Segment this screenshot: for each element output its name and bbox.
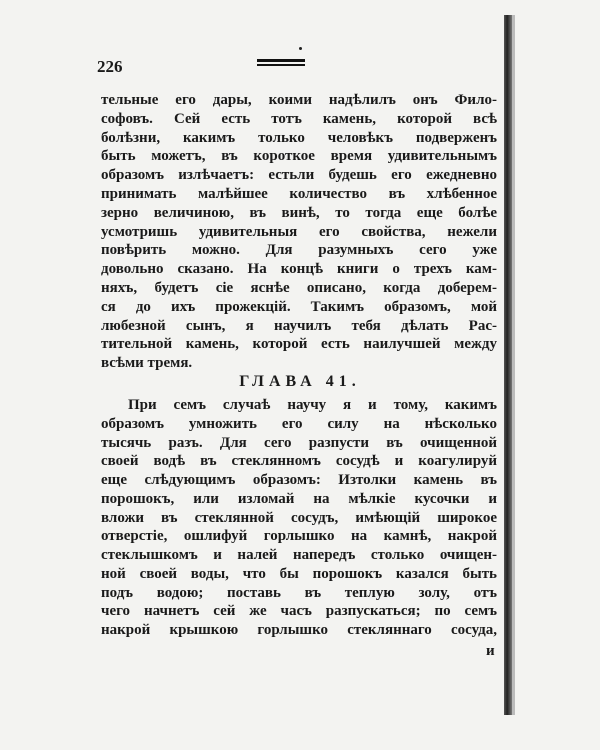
text-line: ся до ихъ прожекцій. Такимъ образомъ, мой — [101, 299, 497, 315]
text-line: тысячь разъ. Для сего разпусти въ очищенной — [101, 435, 497, 451]
text-line: ной своей воды, что бы порошокъ казался быть — [101, 566, 497, 582]
text-line: любезной сынъ, я научилъ тебя дѣлать Рас- — [101, 318, 497, 334]
text-line: софовъ. Сей есть тотъ камень, которой всѣ — [101, 111, 497, 127]
header-rule-lower — [257, 64, 305, 66]
text-line: подъ водою; поставь въ теплую золу, отъ — [101, 585, 497, 601]
text-line: зерно величиною, въ винѣ, то тогда еще болѣе — [101, 205, 497, 221]
header-rule — [257, 59, 305, 62]
text-line: При семъ случаѣ научу я и тому, какимъ — [128, 397, 497, 413]
text-line: тительной камень, которой есть наилучшей между — [101, 336, 497, 352]
book-spine-edge — [504, 15, 512, 715]
page-edge — [512, 15, 515, 715]
text-line: принимать малѣйшее количество въ хлѣбенное — [101, 186, 497, 202]
text-line: болѣзни, какимъ только человѣкъ подверженъ — [101, 130, 497, 146]
chapter-heading: ГЛАВА 41. — [239, 373, 361, 390]
text-line: всѣми тремя. — [101, 355, 193, 371]
text-line: усмотришь удивительныя его свойства, нежели — [101, 224, 497, 240]
text-line: отверстіе, ошлифуй горлышко на камнѣ, накрой — [101, 528, 497, 544]
text-line: своей водѣ въ стеклянномъ сосудѣ и коагулируй — [101, 453, 497, 469]
text-line: еще слѣдующимъ образомъ: Изтолки камень въ — [101, 472, 497, 488]
text-line: образомъ излѣчаетъ: естьли будешь его ежедневно — [101, 167, 497, 183]
text-line: няхъ, будетъ сіе яснѣе описано, когда доберем- — [101, 280, 497, 296]
page-number: 226 — [97, 57, 123, 76]
ornament-dot — [299, 47, 302, 50]
text-line: быть можетъ, въ короткое время удивительнымъ — [101, 148, 497, 164]
text-line: довольно сказано. На концѣ книги о трехъ кам- — [101, 261, 497, 277]
text-line: стеклышкомъ и налей напередъ столько очищен- — [101, 547, 497, 563]
text-line: тельные его дары, коими надѣлилъ онъ Фило- — [101, 92, 497, 108]
text-line: повѣрить можно. Для разумныхъ сего уже — [101, 242, 497, 258]
text-line: вложи въ стеклянной сосудъ, имѣющій широкое — [101, 510, 497, 526]
text-line: образомъ умножить его силу на нѣсколько — [101, 416, 497, 432]
text-line: чего начнетъ сей же часъ разпускаться; по семъ — [101, 603, 497, 619]
text-line: накрой крышкою горлышко стекляннаго сосуда, — [101, 622, 497, 638]
text-line: порошокъ, или изломай на мѣлкіе кусочки и — [101, 491, 497, 507]
catchword: и — [486, 643, 495, 659]
